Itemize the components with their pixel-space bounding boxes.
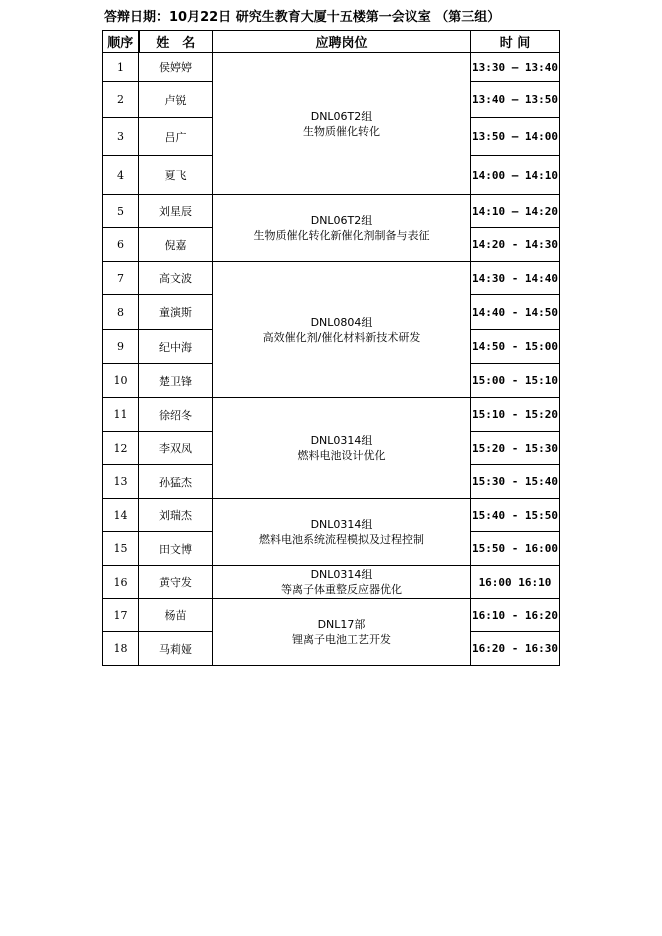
name-cell: 侯婷婷	[139, 53, 213, 82]
seq-cell: 1	[103, 53, 139, 82]
time-cell: 13:50 — 14:00	[471, 118, 560, 156]
position-title: 生物质催化转化新催化剂制备与表征	[253, 229, 430, 242]
time-cell: 15:30 - 15:40	[471, 465, 560, 499]
position-cell	[213, 566, 471, 599]
name-cell: 李双凤	[139, 432, 213, 465]
table-row	[103, 53, 560, 82]
seq-cell: 17	[103, 599, 139, 632]
header-name: 姓 名	[139, 31, 213, 53]
seq-cell: 12	[103, 432, 139, 465]
time-cell: 14:10 — 14:20	[471, 195, 560, 228]
name-cell: 马莉娅	[139, 632, 213, 666]
seq-cell: 8	[103, 295, 139, 330]
position-cell	[213, 499, 471, 566]
header-time: 时 间	[471, 31, 560, 53]
name-cell: 徐绍冬	[139, 398, 213, 432]
seq-cell: 4	[103, 156, 139, 195]
time-cell: 13:30 — 13:40	[471, 53, 560, 82]
position-code: DNL06T2组	[310, 109, 373, 123]
header-seq: 顺序	[103, 31, 139, 53]
name-cell: 田文博	[139, 532, 213, 566]
name-cell: 刘瑞杰	[139, 499, 213, 532]
table-row	[103, 499, 560, 532]
name-cell: 吕广	[139, 118, 213, 156]
time-cell: 14:20 - 14:30	[471, 228, 560, 262]
schedule-table	[102, 30, 560, 666]
position-cell	[213, 195, 471, 262]
name-cell: 卢锐	[139, 82, 213, 118]
position-cell	[213, 398, 471, 499]
time-cell: 16:10 - 16:20	[471, 599, 560, 632]
name-cell: 楚卫锋	[139, 364, 213, 398]
seq-cell: 16	[103, 566, 139, 599]
time-cell: 15:10 - 15:20	[471, 398, 560, 432]
position-code: DNL17部	[317, 618, 366, 631]
table-row	[103, 599, 560, 632]
position-code: DNL0314组	[310, 518, 373, 531]
position-title: 燃料电池系统流程模拟及过程控制	[259, 533, 424, 546]
page-title: 答辩日期：10月22日 研究生教育大厦十五楼第一会议室 （第三组）	[104, 10, 501, 25]
seq-cell: 13	[103, 465, 139, 499]
name-cell: 杨苗	[139, 599, 213, 632]
seq-cell: 9	[103, 330, 139, 364]
position-cell	[213, 599, 471, 666]
name-cell: 刘星辰	[139, 195, 213, 228]
time-cell: 16:20 - 16:30	[471, 632, 560, 666]
position-cell	[213, 262, 471, 398]
name-cell: 童演斯	[139, 295, 213, 330]
position-title: 高效催化剂/催化材料新技术研发	[262, 330, 421, 344]
name-cell: 孙猛杰	[139, 465, 213, 499]
time-cell: 13:40 — 13:50	[471, 82, 560, 118]
time-cell: 15:50 - 16:00	[471, 532, 560, 566]
time-cell: 14:00 — 14:10	[471, 156, 560, 195]
time-cell: 16:00 16:10	[471, 566, 560, 599]
seq-cell: 7	[103, 262, 139, 295]
time-cell: 15:40 - 15:50	[471, 499, 560, 532]
header-position: 应聘岗位	[213, 31, 471, 53]
table-row	[103, 262, 560, 295]
table-row	[103, 398, 560, 432]
position-title: 生物质催化转化	[303, 124, 380, 138]
seq-cell: 15	[103, 532, 139, 566]
seq-cell: 2	[103, 82, 139, 118]
time-cell: 15:20 - 15:30	[471, 432, 560, 465]
table-header-row	[103, 31, 560, 53]
name-cell: 夏飞	[139, 156, 213, 195]
position-code: DNL0314组	[310, 434, 373, 447]
table-row	[103, 566, 560, 599]
name-cell: 纪中海	[139, 330, 213, 364]
seq-cell: 5	[103, 195, 139, 228]
position-cell	[213, 53, 471, 195]
time-cell: 14:40 - 14:50	[471, 295, 560, 330]
time-cell: 14:50 - 15:00	[471, 330, 560, 364]
seq-cell: 11	[103, 398, 139, 432]
position-code: DNL06T2组	[310, 214, 373, 227]
position-code: DNL0804组	[310, 315, 373, 329]
time-cell: 15:00 - 15:10	[471, 364, 560, 398]
time-cell: 14:30 - 14:40	[471, 262, 560, 295]
name-cell: 黄守发	[139, 566, 213, 599]
position-title: 锂离子电池工艺开发	[292, 633, 391, 646]
seq-cell: 3	[103, 118, 139, 156]
position-title: 等离子体重整反应器优化	[281, 583, 402, 596]
seq-cell: 14	[103, 499, 139, 532]
table-row	[103, 195, 560, 228]
seq-cell: 10	[103, 364, 139, 398]
position-title: 燃料电池设计优化	[297, 449, 386, 462]
seq-cell: 6	[103, 228, 139, 262]
position-code: DNL0314组	[310, 568, 373, 581]
name-cell: 倪嘉	[139, 228, 213, 262]
name-cell: 高文波	[139, 262, 213, 295]
seq-cell: 18	[103, 632, 139, 666]
